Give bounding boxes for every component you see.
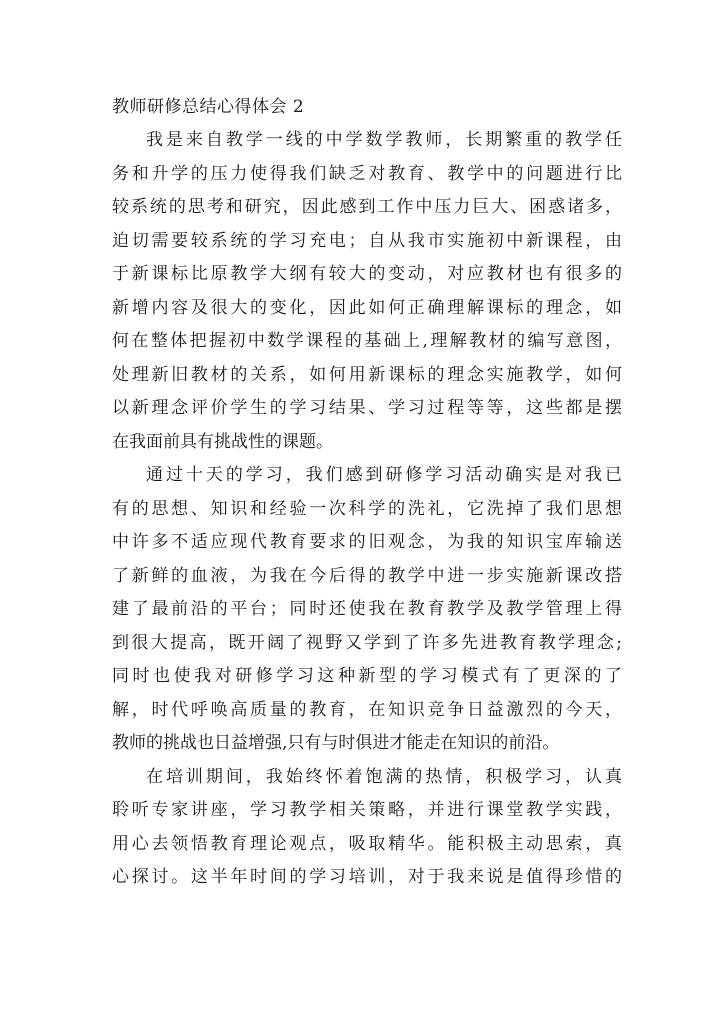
paragraph-line: 用心去领悟教育理论观点，吸取精华。能积极主动思索，真 <box>112 833 622 854</box>
paragraph-line: 务和升学的压力使得我们缺乏对教育、教学中的问题进行比 <box>112 163 622 184</box>
paragraph-line: 了新鲜的血液，为我在今后得的教学中进一步实施新课改搭 <box>112 565 622 586</box>
paragraph-line: 聆听专家讲座，学习教学相关策略，并进行课堂教学实践， <box>112 800 622 820</box>
paragraph-line: 通过十天的学习，我们感到研修学习活动确实是对我已 <box>146 465 622 485</box>
paragraph-line: 建了最前沿的平台；同时还使我在教育教学及教学管理上得 <box>112 599 622 619</box>
paragraph-3 <box>112 761 622 895</box>
paragraph-1 <box>112 124 622 459</box>
paragraph-line: 同时也使我对研修学习这种新型的学习模式有了更深的了 <box>112 666 622 686</box>
paragraph-line: 较系统的思考和研究，因此感到工作中压力巨大、困惑诸多， <box>112 197 622 217</box>
paragraph-line: 处理新旧教材的关系，如何用新课标的理念实施教学，如何 <box>112 364 622 385</box>
document-title: 教师研修总结心得体会 2 <box>112 97 305 117</box>
paragraph-line: 中许多不适应现代教育要求的旧观念，为我的知识宝库输送 <box>112 532 622 552</box>
paragraph-line: 到很大提高，既开阔了视野又学到了许多先进教育教学理念; <box>112 632 622 653</box>
paragraph-line: 心探讨。这半年时间的学习培训，对于我来说是值得珍惜的 <box>112 867 622 887</box>
paragraph-line: 在我面前具有挑战性的课题。 <box>112 431 333 452</box>
paragraph-line: 我是来自教学一线的中学数学教师，长期繁重的教学任 <box>146 130 622 150</box>
paragraph-line: 于新课标比原教学大纲有较大的变动，对应教材也有很多的 <box>112 264 622 284</box>
paragraph-line: 在培训期间，我始终怀着饱满的热情，积极学习，认真 <box>146 766 622 787</box>
paragraph-line: 迫切需要较系统的学习充电；自从我市实施初中新课程，由 <box>112 230 622 251</box>
paragraph-line: 有的思想、知识和经验一次科学的洗礼，它洗掉了我们思想 <box>112 498 622 519</box>
paragraph-line: 何在整体把握初中数学课程的基础上,理解教材的编写意图， <box>112 331 622 351</box>
paragraph-line: 以新理念评价学生的学习结果、学习过程等等，这些都是摆 <box>112 398 622 418</box>
document-body <box>112 92 622 895</box>
paragraph-line: 教师的挑战也日益增强,只有与时俱进才能走在知识的前沿。 <box>112 733 560 753</box>
paragraph-line: 新增内容及很大的变化，因此如何正确理解课标的理念，如 <box>112 297 622 318</box>
paragraph-line: 解，时代呼唤高质量的教育，在知识竞争日益激烈的今天， <box>112 699 622 720</box>
paragraph-2 <box>112 459 622 761</box>
